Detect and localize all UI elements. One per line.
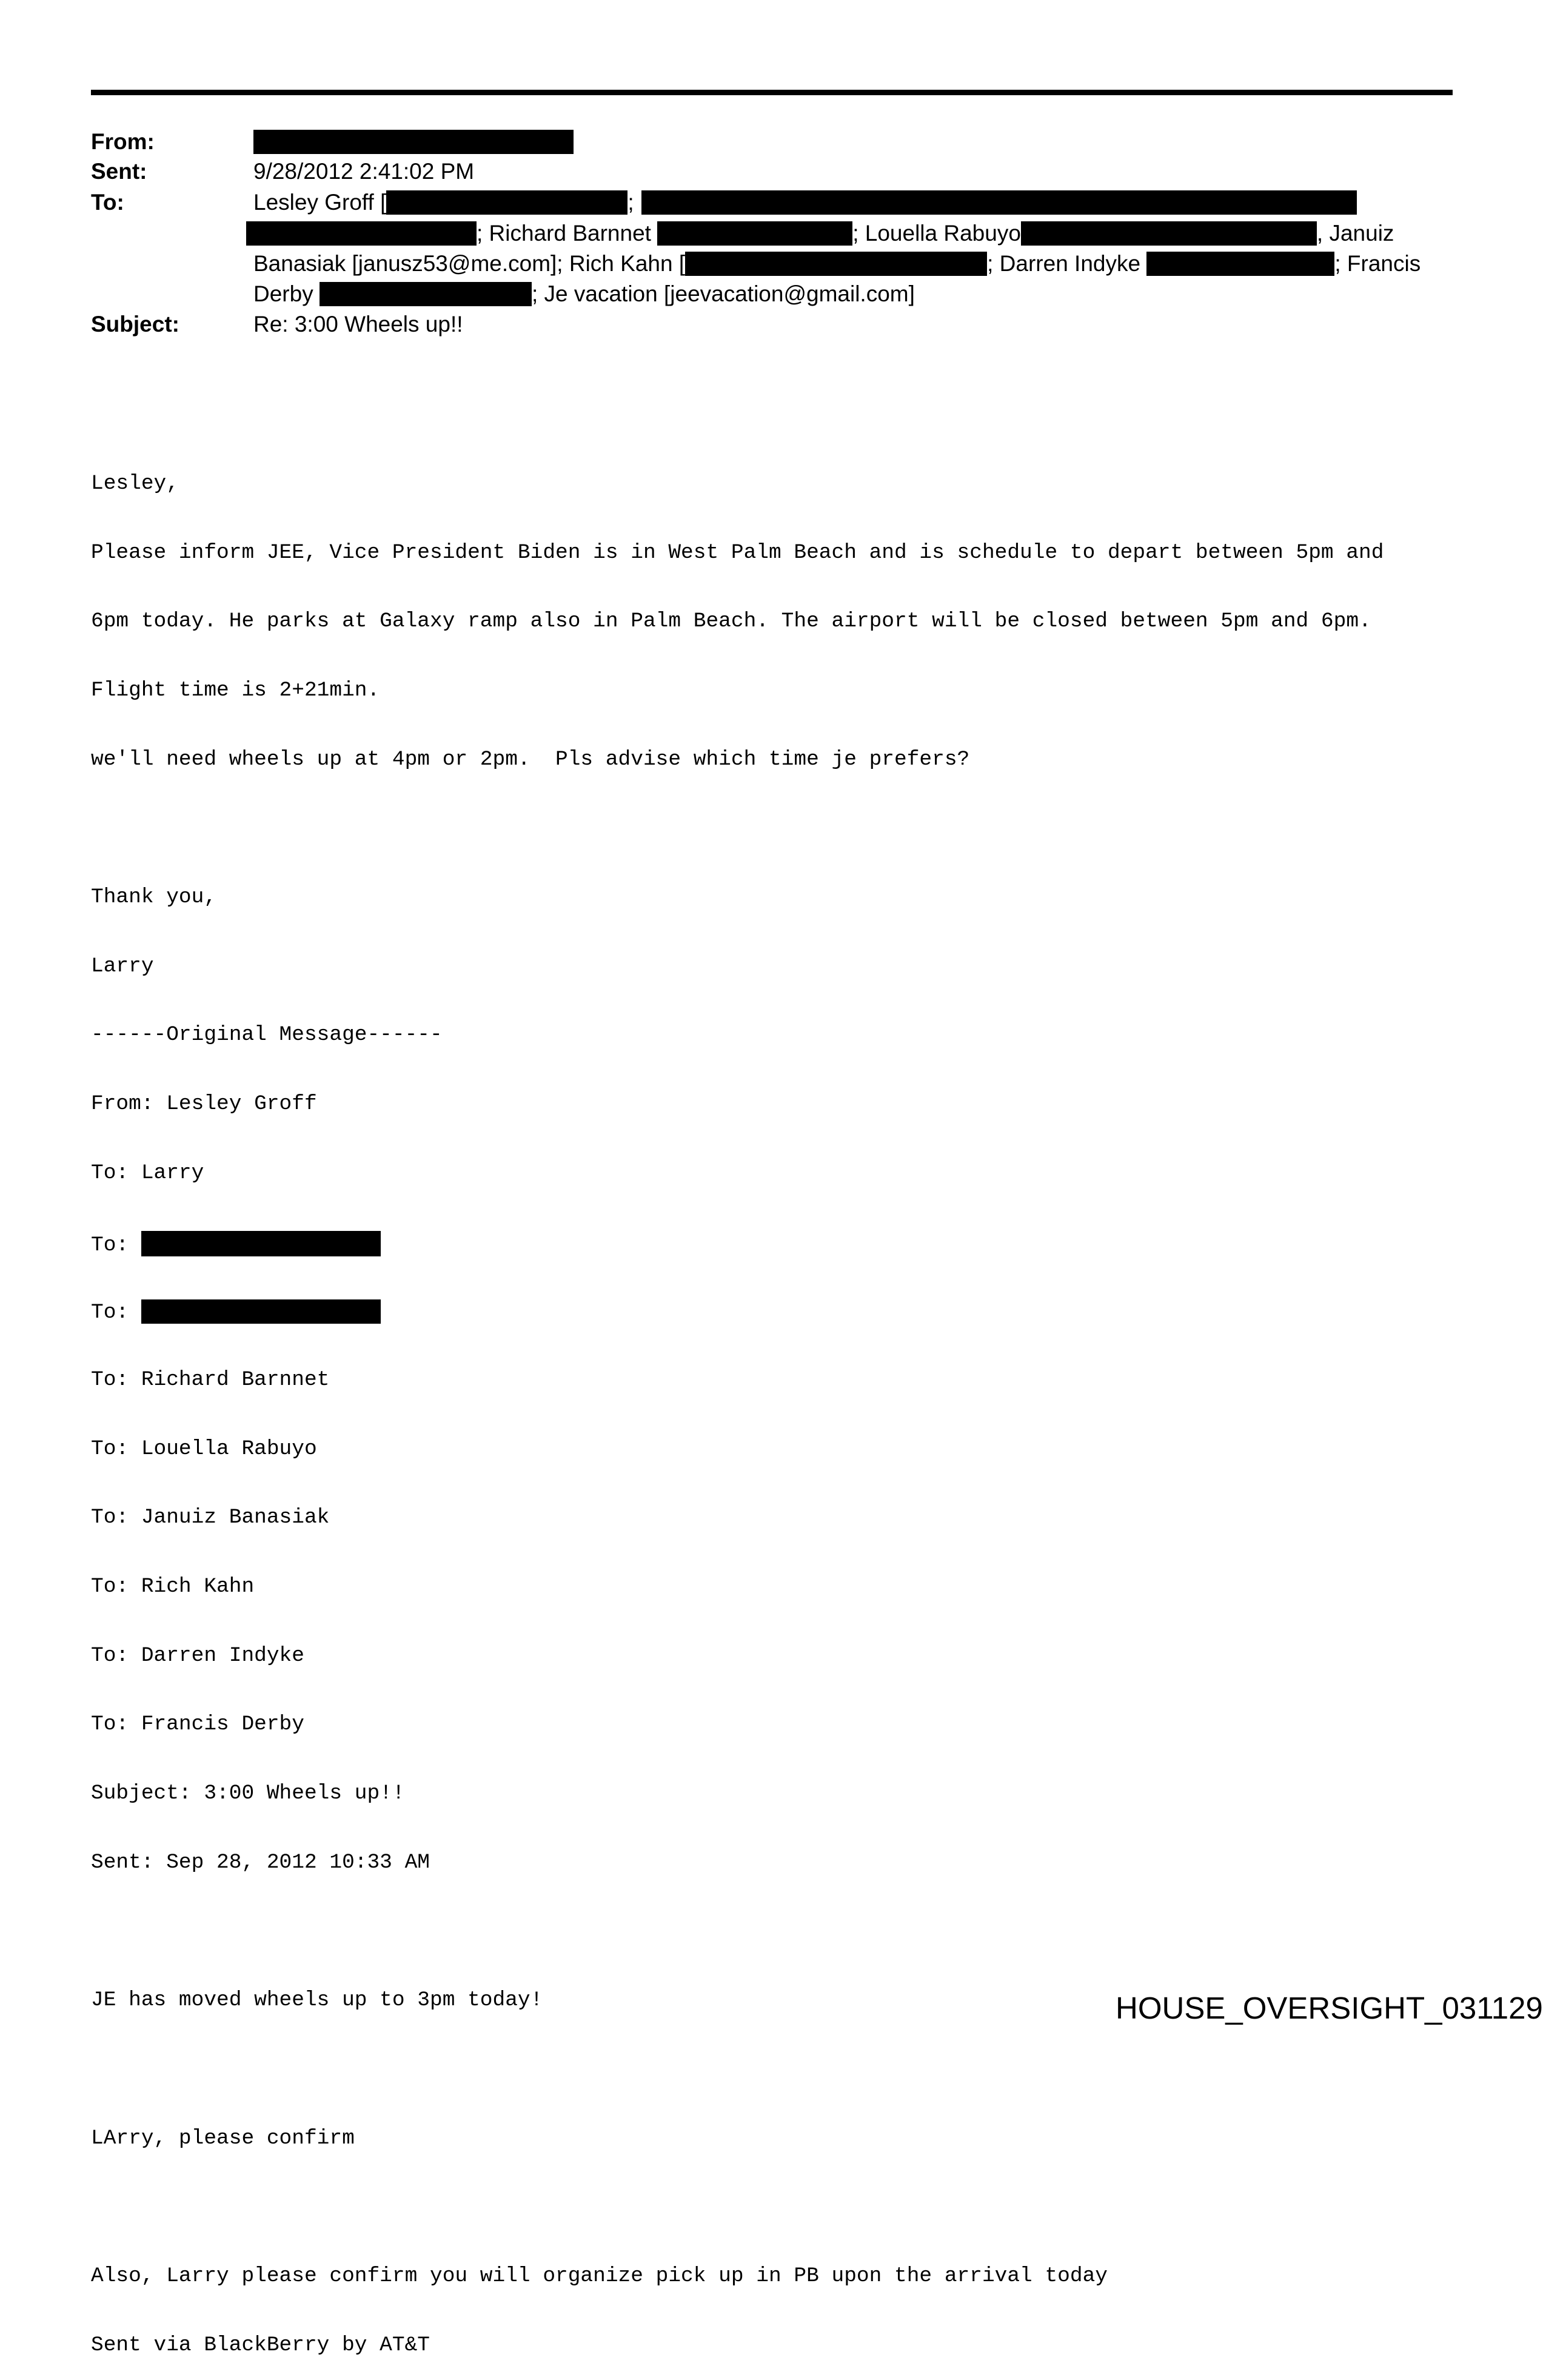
recipient-richard: ; Richard Barnnet <box>477 221 651 246</box>
subject-value: Re: 3:00 Wheels up!! <box>253 312 463 337</box>
from-label: From: <box>91 129 155 154</box>
body-line: Larry <box>91 954 154 978</box>
sent-value: 9/28/2012 2:41:02 PM <box>253 159 475 184</box>
body-line: To: Richard Barnnet <box>91 1367 330 1392</box>
redaction-block <box>141 1299 381 1324</box>
redaction-block <box>253 130 574 154</box>
body-line: Also, Larry please confirm you will organize pick up in PB upon the arrival today <box>91 2264 1108 2288</box>
body-line: To: Francis Derby <box>91 1712 304 1737</box>
body-line-text: To: <box>91 1301 129 1325</box>
recipient-banasiak-kahn: Banasiak [janusz53@me.com]; Rich Kahn [ <box>253 251 686 276</box>
body-line <box>91 817 1455 840</box>
redaction-block <box>657 221 852 246</box>
body-line: To: Larry <box>91 1161 204 1185</box>
body-line <box>91 1231 1455 1257</box>
redaction-block <box>1021 221 1317 246</box>
from-value <box>253 127 574 157</box>
body-line <box>91 1920 1455 1943</box>
redaction-block <box>1146 252 1334 276</box>
redaction-block <box>246 221 477 246</box>
body-line: Sent: Sep 28, 2012 10:33 AM <box>91 1850 430 1874</box>
recipient-lesley: Lesley Groff [ <box>253 190 387 215</box>
to-line-4 <box>253 279 915 309</box>
to-line-1 <box>253 187 1357 218</box>
recipient-derby: Derby <box>253 281 313 306</box>
body-line: Flight time is 2+21min. <box>91 678 380 702</box>
recipient-januiz: , Januiz <box>1316 221 1394 246</box>
sent-label: Sent: <box>91 159 147 184</box>
subject-label: Subject: <box>91 312 179 337</box>
recipient-jevacation: ; Je vacation [jeevacation@gmail.com] <box>531 281 915 306</box>
header-rule <box>91 90 1453 95</box>
body-line: LArry, please confirm <box>91 2126 355 2150</box>
body-line: JE has moved wheels up to 3pm today! <box>91 1988 543 2013</box>
to-line-2 <box>246 218 1394 249</box>
to-line-3 <box>253 249 1421 279</box>
body-line: To: Darren Indyke <box>91 1643 304 1668</box>
email-body <box>91 426 1455 2380</box>
recipient-darren: ; Darren Indyke <box>987 251 1141 276</box>
body-line: ------Original Message------ <box>91 1023 443 1047</box>
recipient-francis: ; Francis <box>1334 251 1421 276</box>
redaction-block <box>141 1231 381 1256</box>
body-line: Thank you, <box>91 885 217 910</box>
redaction-block <box>685 252 987 276</box>
redaction-block <box>386 190 627 215</box>
body-line: Please inform JEE, Vice President Biden is in West Palm Beach and is schedule to depart between 5pm and <box>91 540 1384 565</box>
body-line: To: Rich Kahn <box>91 1575 255 1599</box>
separator: ; <box>627 190 634 215</box>
bates-number: HOUSE_OVERSIGHT_031129 <box>1116 1991 1543 2025</box>
body-line: Subject: 3:00 Wheels up!! <box>91 1782 405 1806</box>
body-line: Lesley, <box>91 471 179 495</box>
body-line: To: Louella Rabuyo <box>91 1436 317 1461</box>
to-label: To: <box>91 190 124 215</box>
body-line <box>91 2196 1455 2219</box>
redaction-block <box>641 190 1357 215</box>
body-line: we'll need wheels up at 4pm or 2pm. Pls advise which time je prefers? <box>91 747 970 771</box>
body-line: To: Januiz Banasiak <box>91 1506 330 1530</box>
body-line: From: Lesley Groff <box>91 1092 317 1116</box>
recipient-louella: ; Louella Rabuyo <box>852 221 1021 246</box>
redaction-block <box>320 282 532 306</box>
body-line: 6pm today. He parks at Galaxy ramp also in Palm Beach. The airport will be closed between 5pm and 6pm. <box>91 609 1371 634</box>
body-line <box>91 1299 1455 1325</box>
body-line <box>91 2058 1455 2081</box>
body-line-text: To: <box>91 1233 129 1257</box>
body-line: Sent via BlackBerry by AT&T <box>91 2333 430 2357</box>
